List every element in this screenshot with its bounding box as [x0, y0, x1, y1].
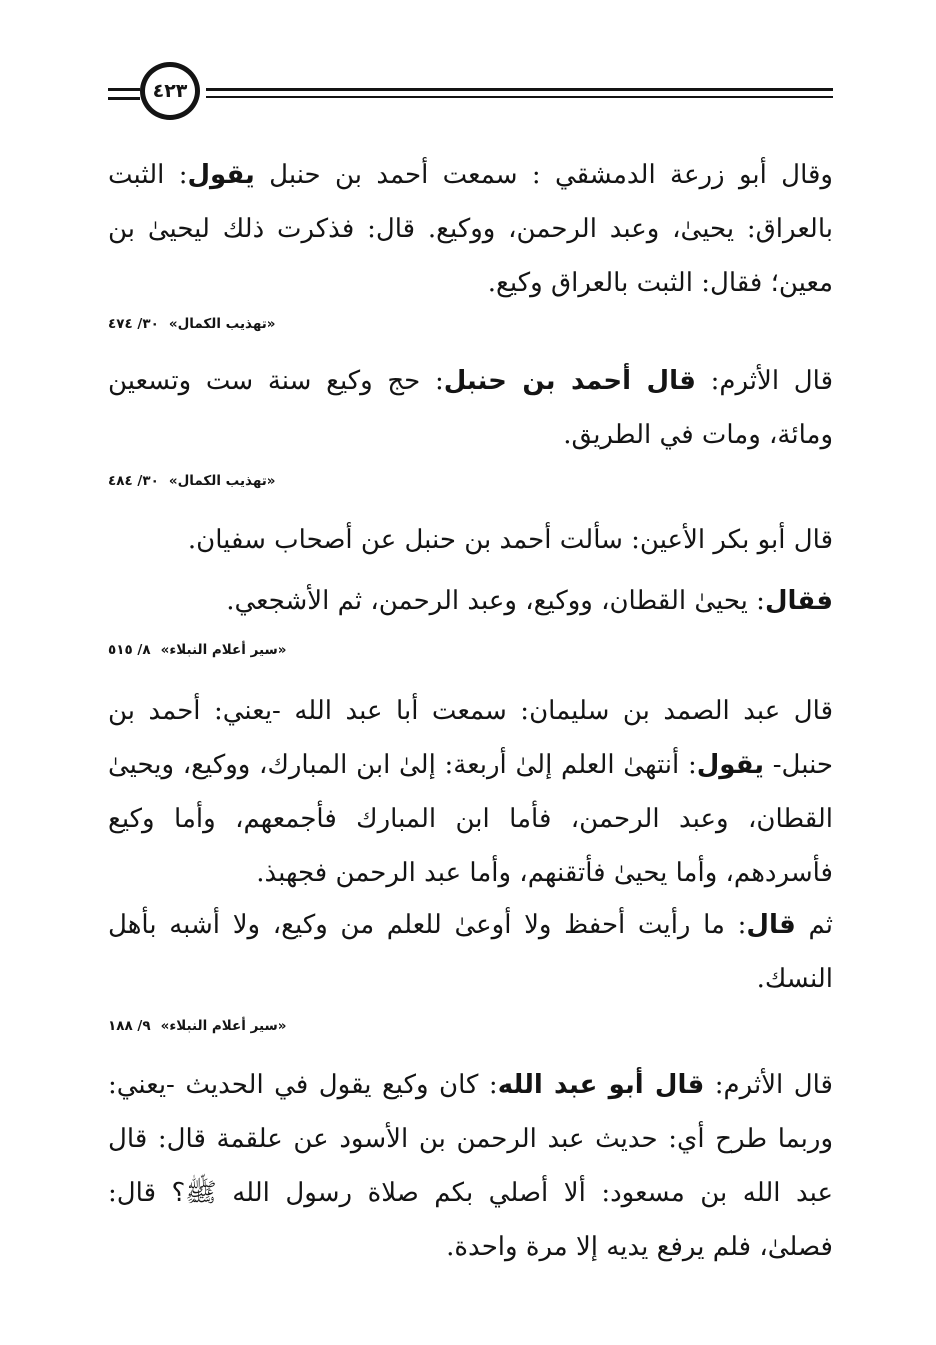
- paragraph-5: [108, 684, 833, 900]
- reference-source: «سير أعلام النبلاء»: [160, 1018, 287, 1034]
- paragraph-bold: قال أحمد بن حنبل: [443, 366, 696, 396]
- paragraph-bold: قال أبو عبد الله: [497, 1070, 705, 1100]
- paragraph-text: قال أبو بكر الأعين: سألت أحمد بن حنبل عن أصحاب سفيان.: [187, 525, 833, 555]
- paragraph-text: : ما رأيت أحفظ ولا أوعىٰ للعلم من وكيع، ولا أشبه بأهل النسك.: [108, 910, 833, 994]
- reference-location: ٣٠/ ٤٨٤: [108, 473, 159, 489]
- paragraph-bold: قال: [746, 910, 796, 940]
- paragraph-text: : يحيىٰ القطان، ووكيع، وعبد الرحمن، ثم الأشجعي.: [226, 586, 765, 616]
- reference-3: [108, 640, 833, 660]
- paragraph-bold: يقول: [696, 750, 765, 780]
- header-rule-right-top: [206, 88, 833, 91]
- reference-source: «سير أعلام النبلاء»: [160, 642, 287, 658]
- paragraph-text: قال الأثرم:: [695, 366, 834, 396]
- page-number: ٤٢٣: [140, 62, 200, 120]
- reference-2: [108, 471, 833, 491]
- paragraph-1: [108, 148, 833, 310]
- paragraph-text: وقال أبو زرعة الدمشقي : سمعت أحمد بن حنبل: [254, 160, 833, 190]
- paragraph-bold: يقول: [187, 160, 255, 190]
- reference-source: «تهذيب الكمال»: [168, 473, 276, 489]
- reference-source: «تهذيب الكمال»: [168, 316, 276, 332]
- reference-location: ٣٠/ ٤٧٤: [108, 316, 159, 332]
- paragraph-3: [108, 513, 833, 567]
- paragraph-text: : حج وكيع سنة ست وتسعين ومائة، ومات في الطريق.: [108, 366, 833, 450]
- paragraph-6: [108, 898, 833, 1006]
- paragraph-text: قال الأثرم:: [704, 1070, 833, 1100]
- header-rule-right-bottom: [206, 96, 833, 98]
- paragraph-7: [108, 1058, 833, 1274]
- reference-location: ٩/ ١٨٨: [108, 1018, 151, 1034]
- paragraph-text: ثم: [795, 910, 833, 940]
- paragraph-text: : أنتهىٰ العلم إلىٰ أربعة: إلىٰ ابن المبارك، ووكيع، ويحيىٰ القطان، وعبد الرحمن، فأما ابن المبارك فأجمعهم، وأما وكيع فأسردهم، وأما يحيىٰ فأتقنهم، وأما عبد الرحمن فجهبذ.: [108, 750, 833, 888]
- reference-location: ٨/ ٥١٥: [108, 642, 151, 658]
- paragraph-bold: فقال: [764, 586, 833, 616]
- paragraph-text: : كان وكيع يقول في الحديث -يعني: وربما طرح أي: حديث عبد الرحمن بن الأسود عن علقمة قال: قال عبد الله بن مسعود: ألا أصلي بكم صلاة رسول الله ﷺ؟ قال: فصلىٰ، فلم يرفع يديه إلا مرة واحدة.: [108, 1070, 833, 1262]
- paragraph-4: [108, 574, 833, 628]
- paragraph-text: : الثبت بالعراق: يحيىٰ، وعبد الرحمن، ووكيع. قال: فذكرت ذلك ليحيىٰ بن معين؛ فقال: الثبت بالعراق وكيع.: [108, 160, 833, 298]
- reference-1: [108, 314, 833, 334]
- header-rule-left-bottom: [108, 97, 140, 100]
- reference-4: [108, 1016, 833, 1036]
- paragraph-2: [108, 354, 833, 462]
- header-rule-left-top: [108, 88, 140, 91]
- paragraph-text: قال عبد الصمد بن سليمان: سمعت أبا عبد الله -يعني: أحمد بن حنبل-: [108, 696, 833, 780]
